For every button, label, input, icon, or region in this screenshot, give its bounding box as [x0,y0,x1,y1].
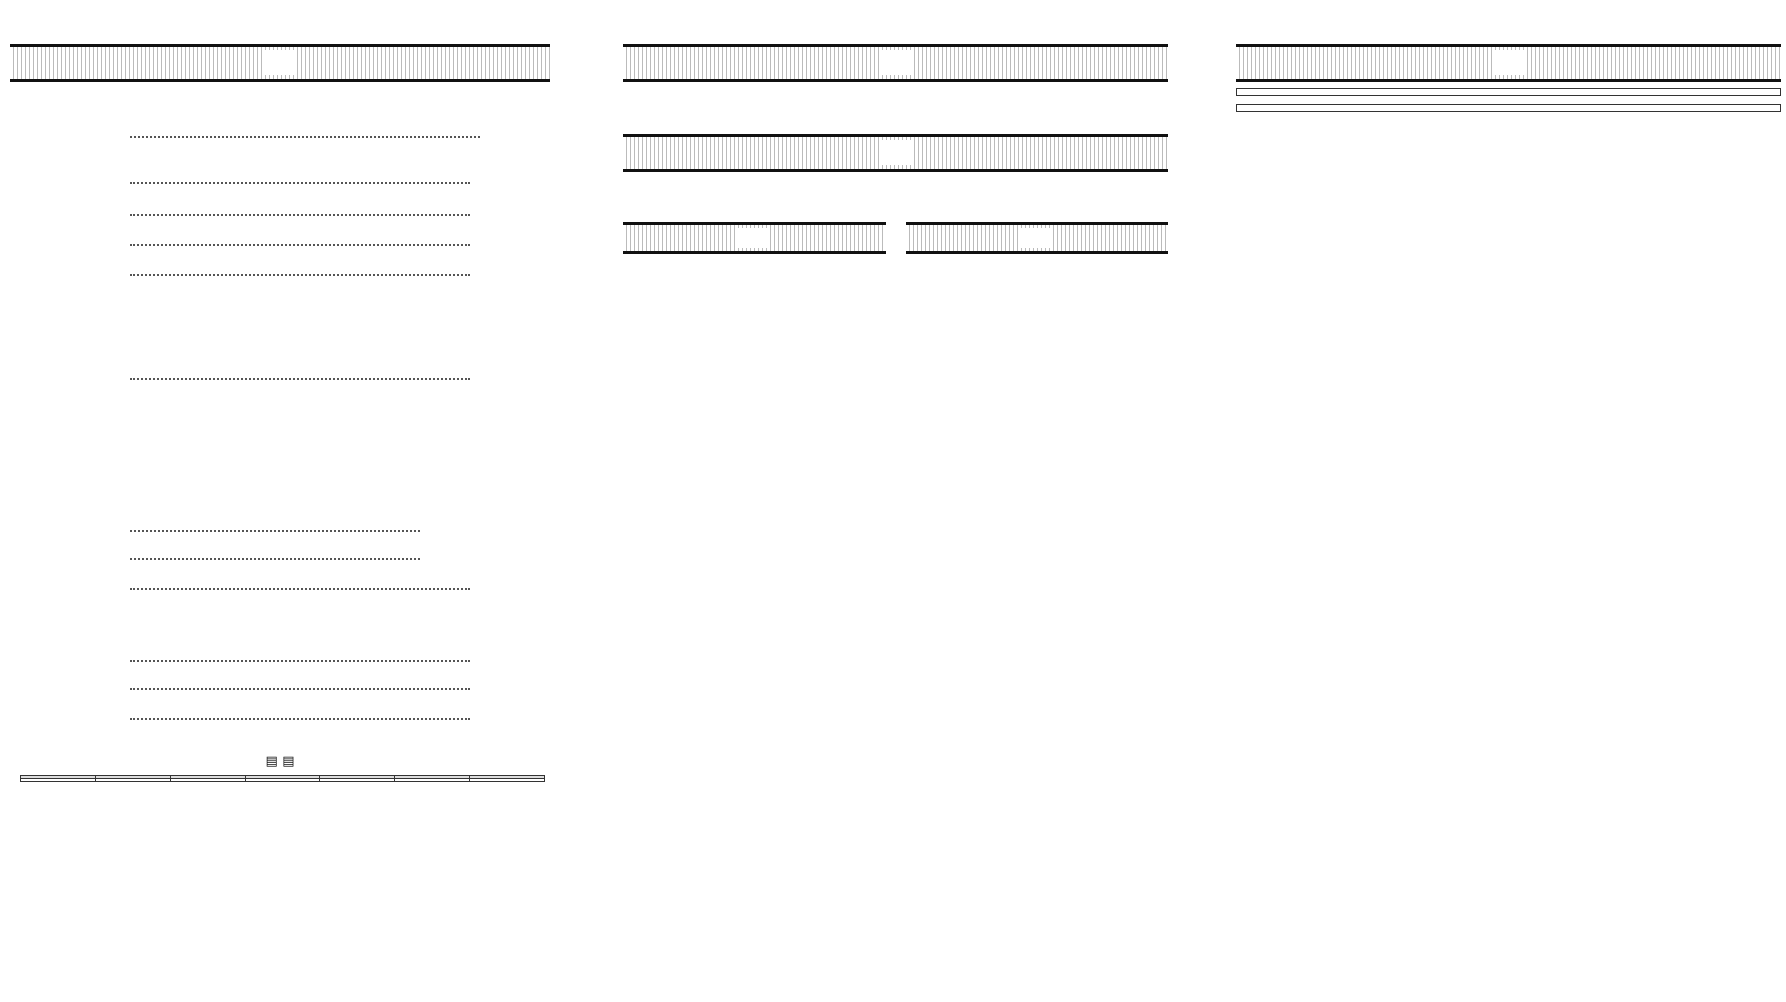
friday-title [1021,228,1053,248]
prayer-meetings [623,222,1168,262]
dot-leader [130,660,470,662]
offerings-title-banner [1236,44,1781,82]
offerings-column [1236,44,1781,112]
dot-leader [130,688,470,690]
dot-leader [130,530,420,532]
dawn-title [738,228,770,248]
ref-cell [320,779,395,782]
sunday-title [264,50,296,75]
sunday-title-banner [10,44,550,82]
friday-prayer [906,222,1169,262]
dot-leader [130,244,470,246]
dot-leader [130,136,480,138]
home-worship-table [20,775,545,782]
praise-title [880,50,912,75]
wednesday-header [623,186,1168,214]
service-leaders [10,90,550,124]
order-hymn-2 [10,362,550,400]
order-call-to-worship [10,124,550,170]
order-hymn-3 [10,578,550,608]
ref-cell [245,779,320,782]
dot-leader [130,718,470,720]
dot-leader [130,588,470,590]
order-versicle [10,234,550,264]
mission-box [1236,88,1781,96]
dot-leader [130,214,470,216]
order-prayer [10,298,550,362]
order-scripture [10,400,550,456]
ref-cell [95,779,170,782]
wednesday-title-banner [623,134,1168,172]
praise-title-banner [623,44,1168,82]
dawn-banner [623,222,886,254]
home-refs-row [21,779,545,782]
dot-leader [130,378,470,380]
friday-banner [906,222,1169,254]
order-announcements [10,650,550,678]
order-invocation [10,170,550,204]
dot-leader [130,558,420,560]
order-hymn-4 [10,678,550,708]
home-worship-heading: ▤ ▤ [265,754,295,769]
ref-cell [170,779,245,782]
dawn-prayer [623,222,886,262]
praise-service-column [623,44,1168,262]
account-box [1236,104,1781,112]
ref-cell [21,779,96,782]
praise-header [623,96,1168,124]
wednesday-title [880,140,912,165]
order-benediction [10,708,550,740]
ref-cell [470,779,545,782]
order-sermon [10,518,550,578]
order-anthem [10,456,550,518]
order-hymn-1 [10,204,550,234]
ref-cell [395,779,470,782]
dot-leader [130,274,470,276]
sunday-service-column [10,44,550,782]
order-offering [10,608,550,650]
dot-leader [130,182,470,184]
order-creed [10,264,550,298]
offerings-title [1493,50,1525,75]
